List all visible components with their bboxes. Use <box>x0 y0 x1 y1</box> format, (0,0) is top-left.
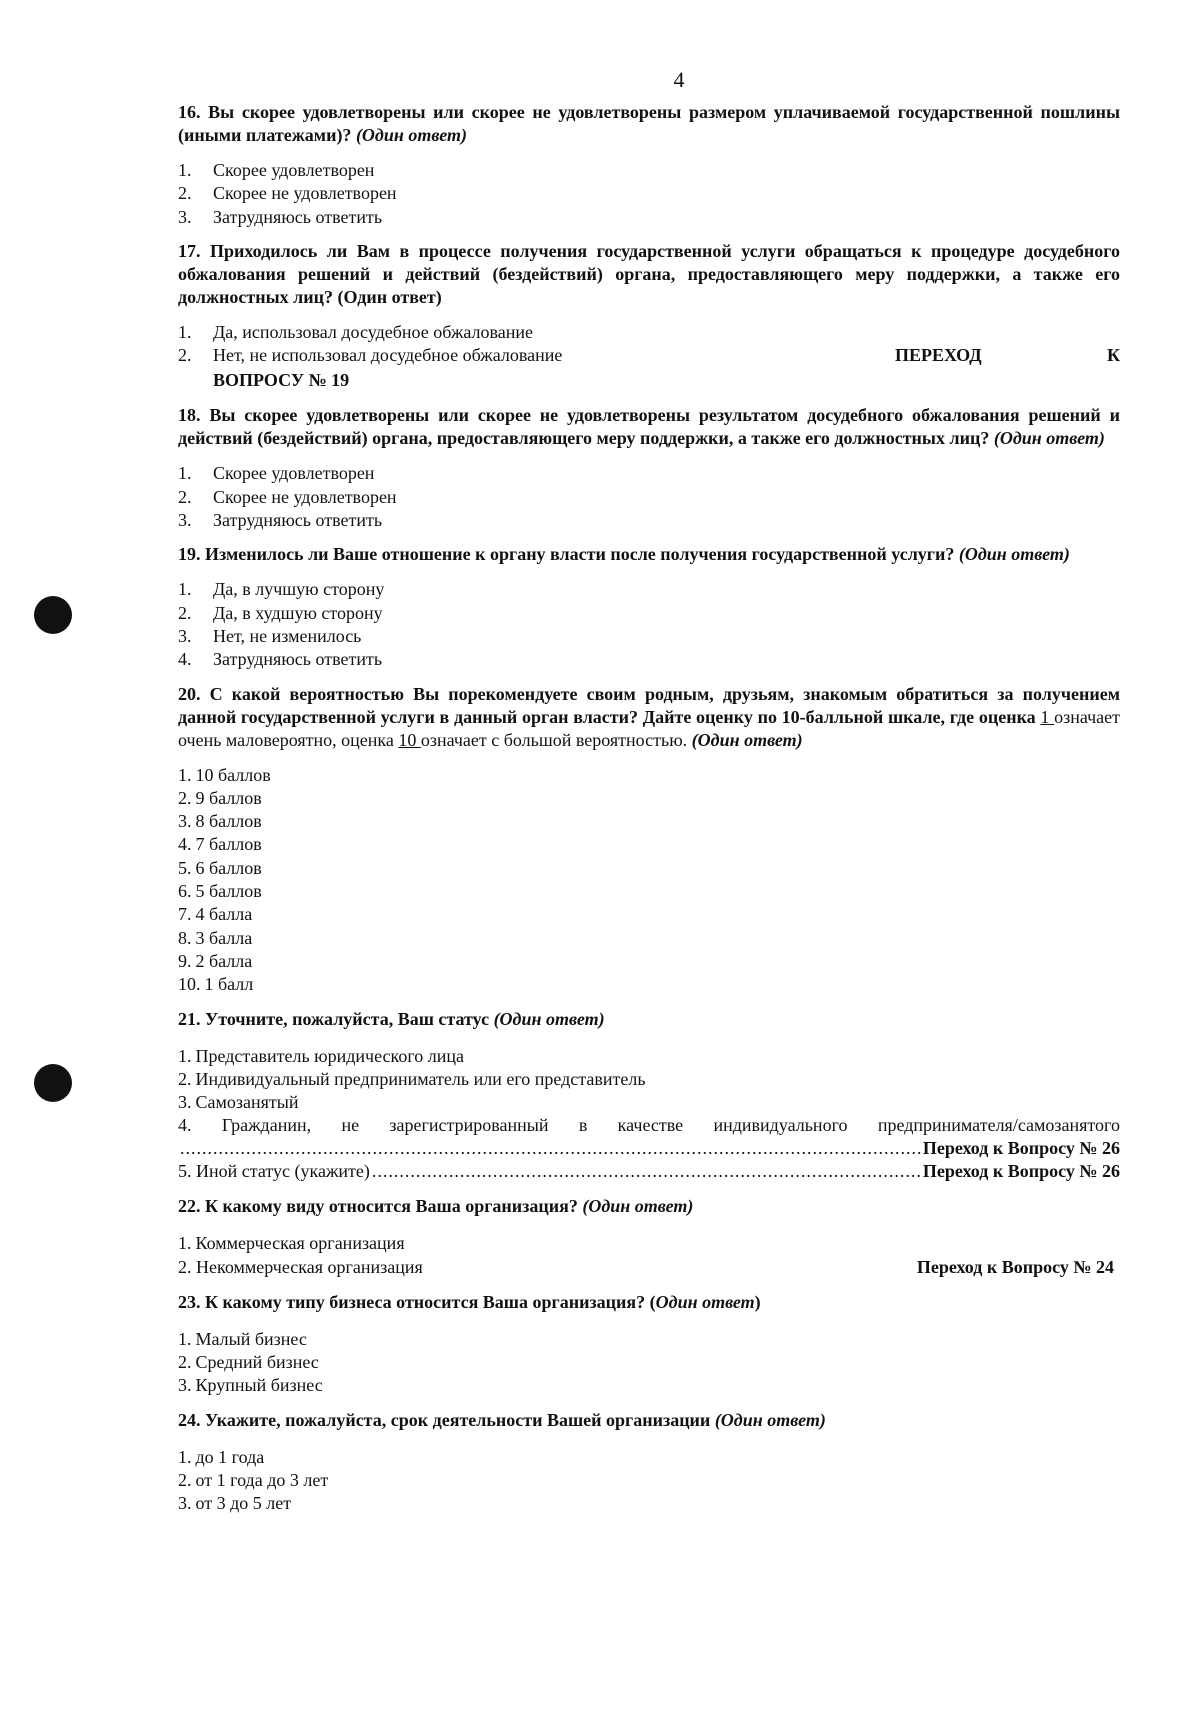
option-text: Скорее удовлетворен <box>213 463 375 484</box>
question-24-note: (Один ответ) <box>714 1409 826 1430</box>
question-23: 23. К какому типу бизнеса относится Ваша организация? (Один ответ) <box>178 1291 761 1312</box>
option-text: Скорее не удовлетворен <box>213 183 397 204</box>
option-number: 2. <box>178 787 192 808</box>
option-number: 6. <box>178 881 192 902</box>
list-item[interactable] <box>178 950 1120 973</box>
question-17-options <box>178 321 1120 368</box>
list-item[interactable] <box>178 1351 1120 1374</box>
option-number: 3. <box>178 1493 192 1514</box>
question-17-goto: ВОПРОСУ № 19 <box>213 370 350 391</box>
goto-label-k: К <box>1106 345 1120 366</box>
list-item[interactable] <box>178 810 1120 833</box>
option-text: Коммерческая организация <box>195 1233 405 1254</box>
option-text: от 1 года до 3 лет <box>195 1469 329 1490</box>
list-item[interactable] <box>178 509 1120 532</box>
question-22-options <box>178 1232 1120 1255</box>
question-22-note: (Один ответ) <box>582 1196 694 1217</box>
option-number: 7. <box>178 904 192 925</box>
option-text: 9 баллов <box>195 787 262 808</box>
question-18 <box>178 404 1120 450</box>
question-19-options <box>178 578 1120 671</box>
option-number: 1. <box>178 1446 192 1467</box>
option-number: 3. <box>178 510 192 531</box>
question-17 <box>178 240 1120 309</box>
question-20: 20. С какой вероятностью Вы порекомендуете своим родным, друзьям, знакомым обратиться за получением данной государственной услуги в данный орган власти? Дайте оценку по 10-балльной шкале, где оценка 1 означает очень маловероятно, оценка 10 означает с большой вероятностью. (Один ответ) <box>178 683 1121 750</box>
list-item[interactable] <box>178 462 1120 485</box>
question-19 <box>178 543 1120 566</box>
list-item[interactable] <box>178 787 1120 810</box>
option-number: 4. <box>178 834 192 855</box>
option-text: до 1 года <box>195 1446 265 1467</box>
punch-hole-upper <box>34 596 72 634</box>
question-17-text: 17. Приходилось ли Вам в процессе получения государственной услуги обращаться к процедуре досудебного обжалования решений и действий (бездействий) органа, предоставляющего меру поддержки, а также его должностных лиц? (Один ответ) <box>178 240 1120 307</box>
question-18-note: (Один ответ) <box>993 428 1105 449</box>
page-number: 4 <box>673 67 685 92</box>
list-item[interactable] <box>178 973 1120 996</box>
list-item[interactable] <box>178 833 1120 856</box>
list-item[interactable] <box>178 182 1120 205</box>
option-number: 1. <box>178 1328 192 1349</box>
list-item[interactable] <box>178 903 1120 926</box>
option-text: Да, в лучшую сторону <box>213 579 385 600</box>
option-number: 3. <box>178 811 192 832</box>
option-number: 2. <box>178 1469 192 1490</box>
option-text: 4 балла <box>195 904 253 925</box>
option-number: 1. <box>178 463 192 484</box>
question-22 <box>178 1195 1120 1218</box>
list-item[interactable] <box>178 602 1120 625</box>
option-text: от 3 до 5 лет <box>195 1493 292 1514</box>
list-item[interactable] <box>178 1374 1120 1397</box>
option-text: Крупный бизнес <box>195 1375 323 1396</box>
option-text: 7 баллов <box>195 834 262 855</box>
option-number: 10. <box>178 974 201 995</box>
list-item[interactable]: 2. Нет, не использовал досудебное обжалование ПЕРЕХОД К <box>178 344 1120 367</box>
question-23-note: Один ответ <box>655 1291 755 1312</box>
option-text: 1 балл <box>204 974 254 995</box>
list-item[interactable] <box>178 1091 1120 1114</box>
option-number: 3. <box>178 1092 192 1113</box>
question-19-text: 19. Изменилось ли Ваше отношение к органу власти после получения государственной услуги? <box>178 544 955 565</box>
list-item[interactable] <box>178 1328 1120 1351</box>
question-16-text: 16. Вы скорее удовлетворены или скорее не удовлетворены размером уплачиваемой государственной пошлины (иными платежами)? <box>178 102 1120 145</box>
option-number: 8. <box>178 927 192 948</box>
question-23-options <box>178 1328 1120 1398</box>
question-21-options <box>178 1045 1120 1115</box>
list-item[interactable]: 1. Да, использовал досудебное обжалование <box>178 321 534 342</box>
option-number: 5. <box>178 857 192 878</box>
list-item[interactable] <box>178 1446 1120 1469</box>
option-number: 1. <box>178 1233 192 1254</box>
option-text: Затрудняюсь ответить <box>213 510 383 531</box>
questionnaire-page <box>178 68 1120 1527</box>
option-text: 2 балла <box>195 950 253 971</box>
question-18-text: 18. Вы скорее удовлетворены или скорее не удовлетворены результатом досудебного обжалования решений и действий (бездействий) органа, предоставляющего меру поддержки, а также его должностных лиц? <box>178 405 1120 449</box>
question-20-options <box>178 764 1120 997</box>
question-21-option-5[interactable]: 5. Иной статус (укажите) ..... Переход к Вопросу № 26 <box>178 1160 1120 1183</box>
question-16 <box>178 101 1120 147</box>
option-text: Малый бизнес <box>195 1328 307 1349</box>
list-item[interactable] <box>178 927 1120 950</box>
question-21 <box>178 1008 1120 1031</box>
option-text: Нет, не изменилось <box>213 625 362 646</box>
option-text: Да, в худшую сторону <box>213 602 383 623</box>
question-22-text: 22. К какому виду относится Ваша организация? <box>178 1196 578 1217</box>
option-text: Самозанятый <box>195 1092 299 1113</box>
list-item[interactable] <box>178 1469 1120 1492</box>
option-number: 3. <box>178 1375 192 1396</box>
list-item[interactable] <box>178 648 1120 671</box>
option-text: 3 балла <box>195 927 253 948</box>
list-item[interactable] <box>178 625 1120 648</box>
list-item[interactable] <box>178 159 1120 182</box>
list-item[interactable] <box>178 764 1120 787</box>
list-item[interactable] <box>178 1068 1120 1091</box>
question-21-text: 21. Уточните, пожалуйста, Ваш статус <box>178 1008 490 1029</box>
list-item[interactable] <box>178 1045 1120 1068</box>
option-text: Скорее удовлетворен <box>213 160 375 180</box>
option-number: 1. <box>178 579 192 600</box>
list-item[interactable] <box>178 1492 1120 1515</box>
option-number: 1. <box>178 1045 192 1066</box>
list-item[interactable] <box>178 486 1120 509</box>
question-23-text: 23. К какому типу бизнеса относится Ваша организация? ( <box>178 1291 656 1312</box>
option-text: 6 баллов <box>195 857 262 878</box>
option-number: 3. <box>178 206 192 227</box>
question-19-note: (Один ответ) <box>958 544 1070 565</box>
option-text: Индивидуальный предприниматель или его представитель <box>195 1068 646 1089</box>
option-number: 9. <box>178 950 192 971</box>
punch-hole-lower <box>34 1064 72 1102</box>
question-20-text: 20. С какой вероятностью Вы порекомендуете своим родным, друзьям, знакомым обратиться за получением данной государственной услуги в данный орган власти? Дайте оценку по 10-балльной шкале, <box>178 683 1120 727</box>
option-text: Затрудняюсь ответить <box>213 649 383 670</box>
question-24 <box>178 1409 1120 1432</box>
option-number: 1. <box>178 160 192 180</box>
option-text: 8 баллов <box>195 811 262 832</box>
option-text: Затрудняюсь ответить <box>213 206 383 227</box>
question-24-text: 24. Укажите, пожалуйста, срок деятельности Вашей организации <box>178 1409 711 1430</box>
option-text: Представитель юридического лица <box>195 1045 465 1066</box>
list-item[interactable] <box>178 880 1120 903</box>
list-item[interactable] <box>178 1232 1120 1255</box>
list-item[interactable] <box>178 857 1120 880</box>
question-22-option-2[interactable]: 2. Некоммерческая организация Переход к Вопросу № 24 <box>178 1256 1114 1277</box>
question-18-options <box>178 462 1120 532</box>
question-16-note: (Один ответ) <box>355 125 467 145</box>
option-number: 2. <box>178 183 192 204</box>
option-text: 5 баллов <box>195 881 262 902</box>
question-16-options <box>178 159 1120 229</box>
option-number: 3. <box>178 625 192 646</box>
question-21-option-4-goto: ..... Переход к Вопросу № 26 <box>178 1137 1120 1160</box>
option-number: 1. <box>178 764 192 785</box>
list-item[interactable] <box>178 578 1120 601</box>
option-number: 2. <box>178 1352 192 1373</box>
option-text: Средний бизнес <box>195 1352 319 1373</box>
goto-label: ПЕРЕХОД <box>895 345 982 366</box>
option-text: 10 баллов <box>195 764 271 785</box>
option-number: 2. <box>178 486 192 507</box>
option-number: 2. <box>178 1068 192 1089</box>
option-number: 4. <box>178 649 192 670</box>
question-21-note: (Один ответ) <box>493 1008 605 1029</box>
list-item[interactable] <box>178 206 1120 229</box>
question-24-options <box>178 1446 1120 1516</box>
question-20-note: (Один ответ) <box>691 729 803 750</box>
option-text: Скорее не удовлетворен <box>213 486 397 507</box>
option-number: 2. <box>178 602 192 623</box>
question-21-option-4[interactable]: 4. Гражданин, не зарегистрированный в качестве индивидуального предпринимателя/самозанятого <box>178 1115 1120 1136</box>
